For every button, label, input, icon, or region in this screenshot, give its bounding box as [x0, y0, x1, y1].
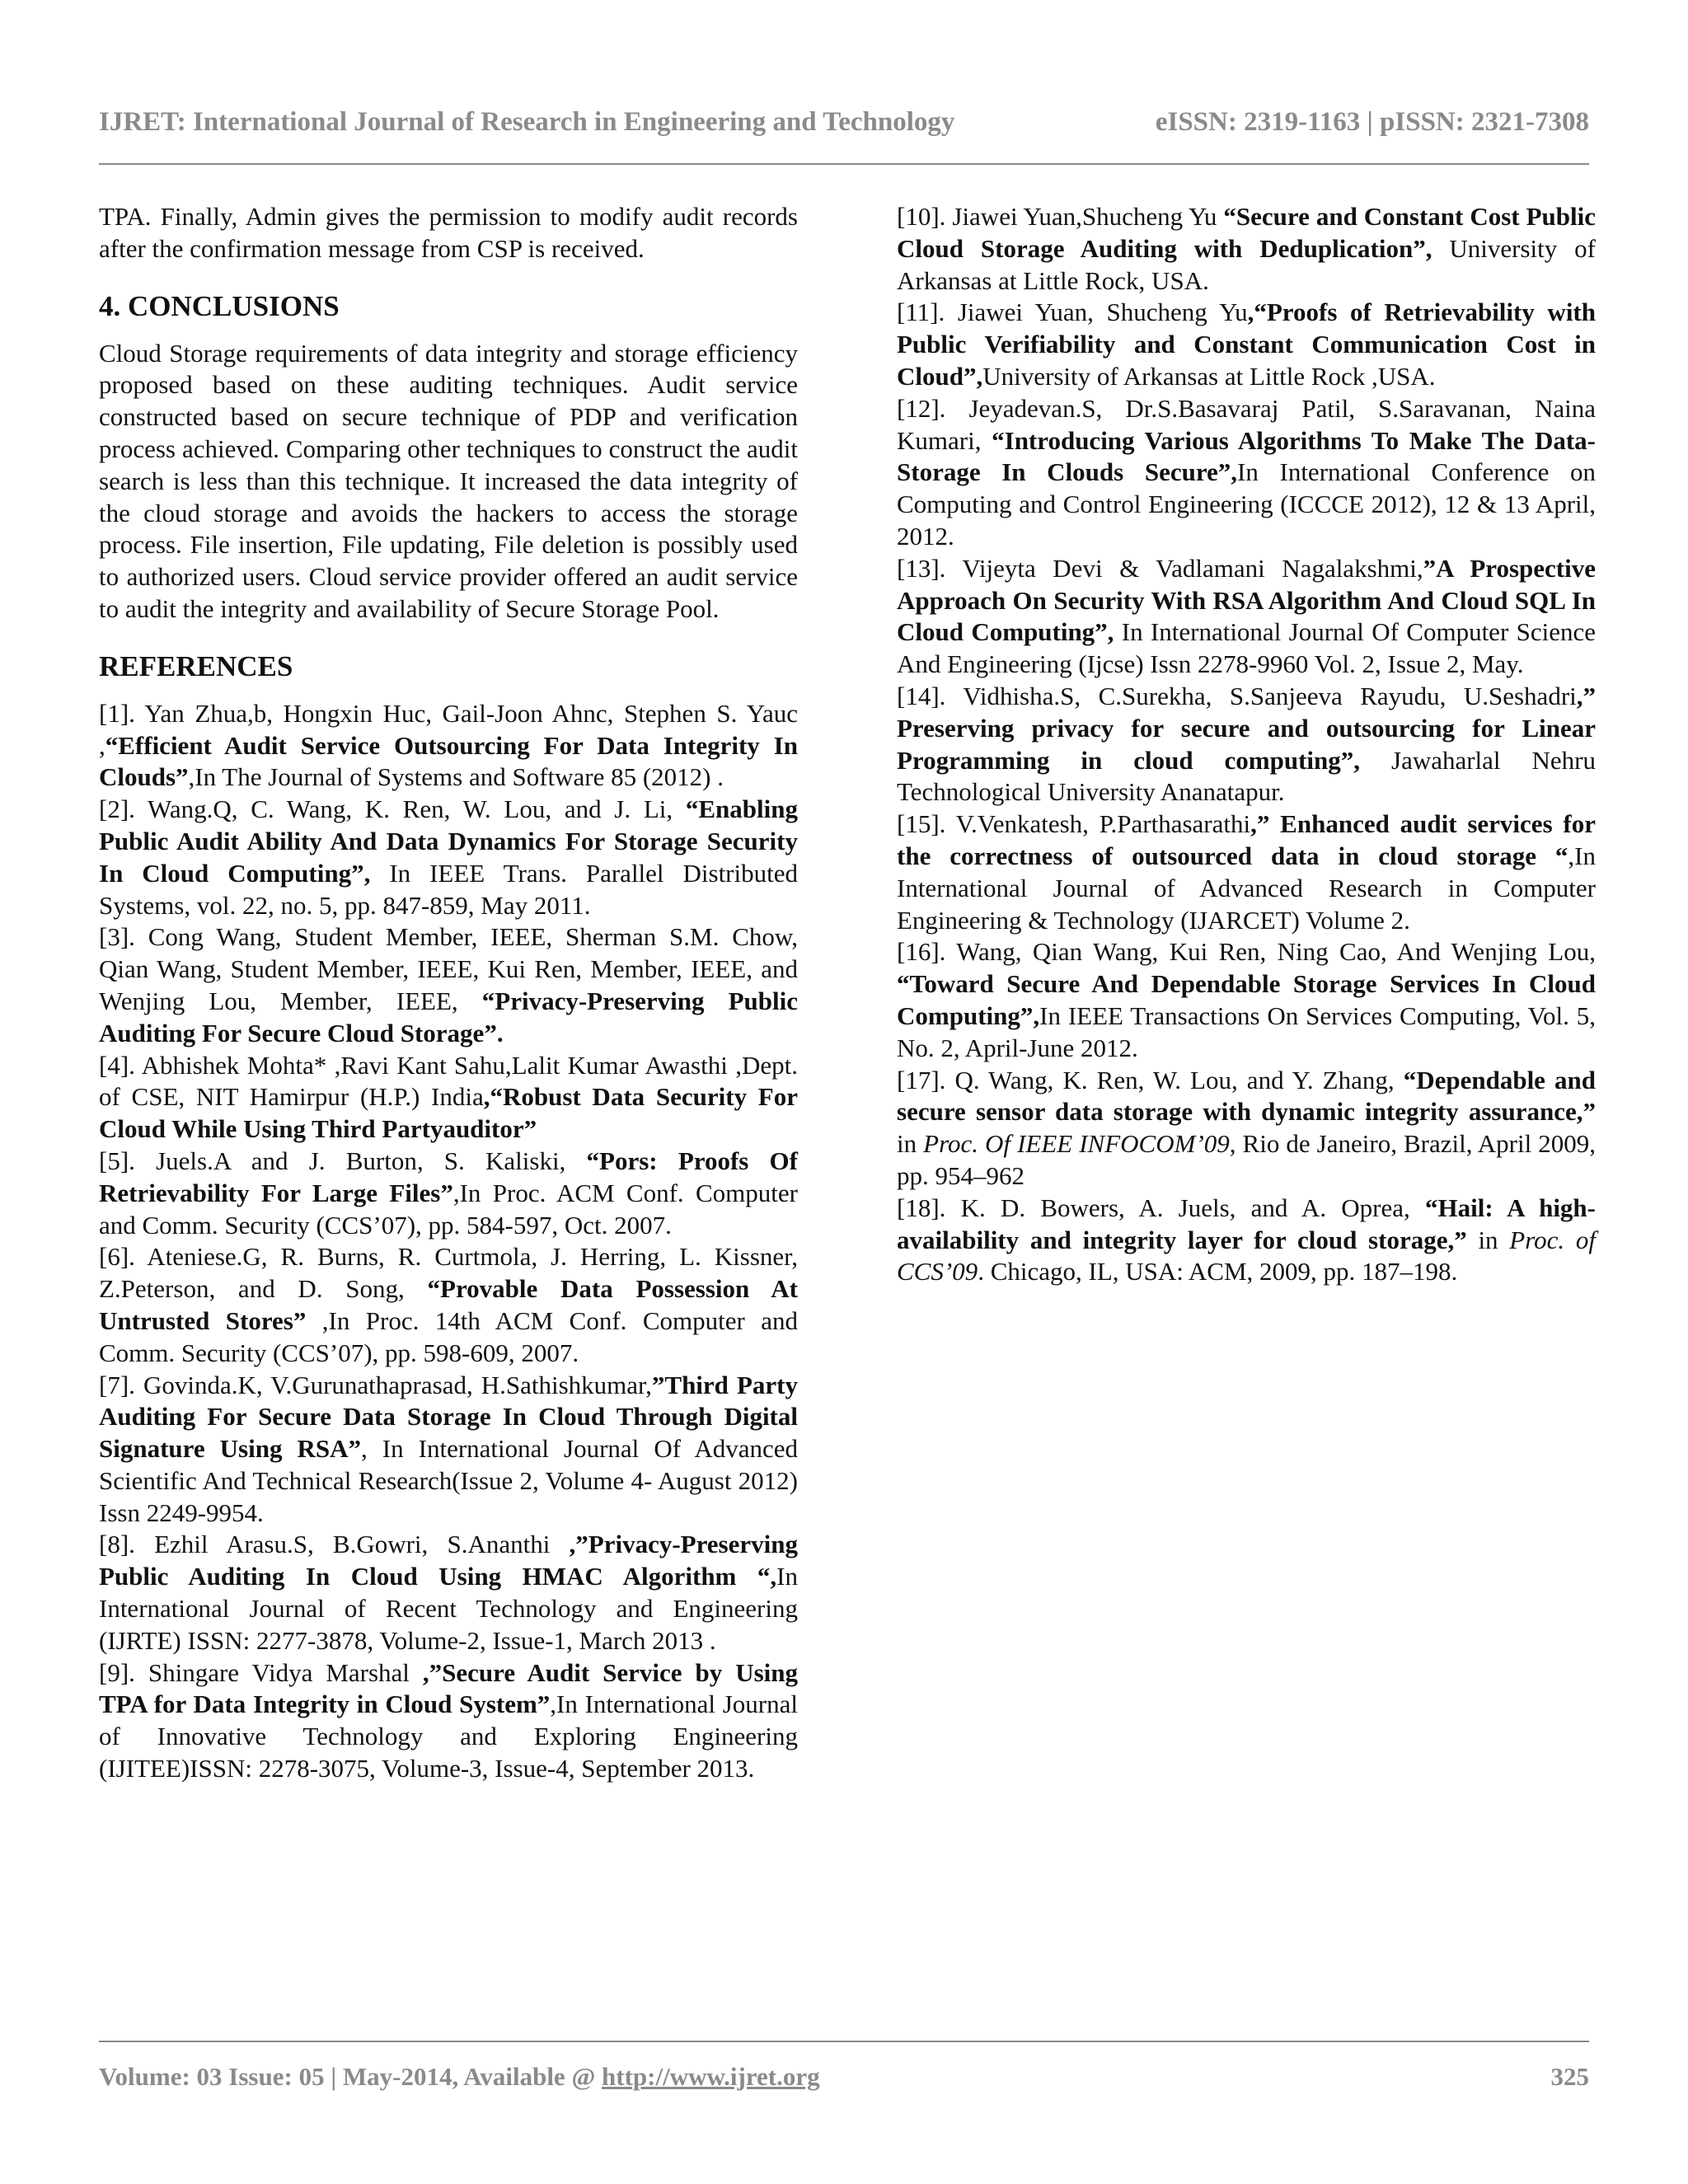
reference-item-13: [13]. Vijeyta Devi & Vadlamani Nagalakshmi,”A Prospective Approach On Security With RSA Algorithm And Cloud SQL In Cloud Computing”, In International Journal Of Computer Science And Engineering (Ijcse) Issn 2278-9960 Vol. 2, Issue 2, May.	[897, 553, 1596, 679]
page-header	[99, 97, 1589, 147]
reference-item-3: [3]. Cong Wang, Student Member, IEEE, Sherman S.M. Chow, Qian Wang, Student Member, IEEE, Kui Ren, Member, IEEE, and Wenjing Lou, Member, IEEE, “Privacy-Preserving Public Auditing For Secure Cloud Storage”.	[99, 922, 799, 1047]
reference-item-4: [4]. Abhishek Mohta* ,Ravi Kant Sahu,Lalit Kumar Awasthi ,Dept. of CSE, NIT Hamirpur (H.P.) India,“Robust Data Security For Cloud While Using Third Partyauditor”	[99, 1050, 798, 1144]
reference-item-17: [17]. Q. Wang, K. Ren, W. Lou, and Y. Zhang, “Dependable and secure sensor data storage with dynamic integrity assurance,” in Proc. Of IEEE INFOCOM’09, Rio de Janeiro, Brazil, April 2009, pp. 954–962	[897, 1065, 1596, 1190]
reference-item-15: [15]. V.Venkatesh, P.Parthasarathi,” Enhanced audit services for the correctness of outsourced data in cloud storage “,In International Journal of Advanced Research in Computer Engineering & Technology (IJARCET) Volume 2.	[897, 809, 1597, 935]
reference-item-8: [8]. Ezhil Arasu.S, B.Gowri, S.Ananthi ,”Privacy-Preserving Public Auditing In Cloud Using HMAC Algorithm “,In International Journal of Recent Technology and Engineering (IJRTE) ISSN: 2277-3878, Volume-2, Issue-1, March 2013 .	[99, 1530, 798, 1655]
journal-title: IJRET: International Journal of Research in Engineering and Technology	[99, 106, 955, 137]
references-heading: REFERENCES	[99, 649, 293, 682]
reference-item-18: [18]. K. D. Bowers, A. Juels, and A. Oprea, “Hail: A high-availability and integrity layer for cloud storage,” in Proc. of CCS’09. Chicago, IL, USA: ACM, 2009, pp. 187–198.	[897, 1193, 1596, 1286]
reference-item-2: [2]. Wang.Q, C. Wang, K. Ren, W. Lou, and J. Li, “Enabling Public Audit Ability And Data Dynamics For Storage Security In Cloud Computing”, In IEEE Trans. Parallel Distributed Systems, vol. 22, no. 5, pp. 847-859, May 2011.	[99, 794, 798, 920]
footer-volume: Volume: 03 Issue: 05 | May-2014, Available @ http://www.ijret.org	[99, 2062, 820, 2091]
intro-paragraph: TPA. Finally, Admin gives the permission to modify audit records after the confirmation message from CSP is received.	[99, 202, 798, 263]
issn-text: eISSN: 2319-1163 | pISSN: 2321-7308	[1155, 106, 1589, 137]
reference-item-9: [9]. Shingare Vidya Marshal ,”Secure Audit Service by Using TPA for Data Integrity in Cloud System”,In International Journal of Innovative Technology and Exploring Engineering (IJITEE)ISSN: 2278-3075, Volume-3, Issue-4, September 2013.	[99, 1657, 798, 1783]
footer-divider	[99, 2041, 1589, 2042]
reference-item-16: [16]. Wang, Qian Wang, Kui Ren, Ning Cao, And Wenjing Lou, “Toward Secure And Dependable Storage Services In Cloud Computing”,In IEEE Transactions On Services Computing, Vol. 5, No. 2, April-June 2012.	[897, 937, 1596, 1062]
right-column	[897, 201, 1596, 1288]
page-number: 325	[1550, 2062, 1589, 2091]
conclusions-heading: 4. CONCLUSIONS	[99, 289, 340, 322]
left-column	[99, 201, 798, 1785]
reference-item-11: [11]. Jiawei Yuan, Shucheng Yu,“Proofs of Retrievability with Public Verifiability and Constant Communication Cost in Cloud”,University of Arkansas at Little Rock ,USA.	[897, 298, 1596, 391]
reference-item-6: [6]. Ateniese.G, R. Burns, R. Curtmola, J. Herring, L. Kissner, Z.Peterson, and D. Song, “Provable Data Possession At Untrusted Stores” ,In Proc. 14th ACM Conf. Computer and Comm. Security (CCS’07), pp. 598-609, 2007.	[99, 1242, 798, 1367]
reference-item-14: [14]. Vidhisha.S, C.Surekha, S.Sanjeeva Rayudu, U.Seshadri,” Preserving privacy for secure and outsourcing for Linear Programming in cloud computing”, Jawaharlal Nehru Technological University Ananatapur.	[897, 681, 1596, 807]
reference-item-7: [7]. Govinda.K, V.Gurunathaprasad, H.Sathishkumar,”Third Party Auditing For Secure Data Storage In Cloud Through Digital Signature Using RSA”, In International Journal Of Advanced Scientific And Technical Research(Issue 2, Volume 4- August 2012) Issn 2249-9954.	[99, 1370, 799, 1527]
header-divider	[99, 163, 1589, 165]
reference-item-10: [10]. Jiawei Yuan,Shucheng Yu “Secure and Constant Cost Public Cloud Storage Auditing with Deduplication”, University of Arkansas at Little Rock, USA.	[897, 202, 1597, 295]
conclusions-paragraph: Cloud Storage requirements of data integrity and storage efficiency proposed based on these auditing techniques. Audit service constructed based on secure technique of PDP and verification process achieved. Comparing other techniques to construct the audit search is less than this technique. It increased the data integrity of the cloud storage and avoids the hackers to access the storage process. File insertion, File updating, File deletion is possibly used to authorized users. Cloud service provider offered an audit service to audit the integrity and availability of Secure Storage Pool.	[99, 338, 798, 623]
reference-item-5: [5]. Juels.A and J. Burton, S. Kaliski, “Pors: Proofs Of Retrievability For Large Files”,In Proc. ACM Conf. Computer and Comm. Security (CCS’07), pp. 584-597, Oct. 2007.	[99, 1146, 798, 1240]
journal-link[interactable]: http://www.ijret.org	[602, 2062, 820, 2091]
reference-item-12: [12]. Jeyadevan.S, Dr.S.Basavaraj Patil, S.Saravanan, Naina Kumari, “Introducing Various Algorithms To Make The Data-Storage In Clouds Secure”,In International Conference on Computing and Control Engineering (ICCCE 2012), 12 & 13 April, 2012.	[897, 393, 1597, 551]
reference-item-1: [1]. Yan Zhua,b, Hongxin Huc, Gail-Joon Ahnc, Stephen S. Yauc ,“Efficient Audit Service Outsourcing For Data Integrity In Clouds”,In The Journal of Systems and Software 85 (2012) .	[99, 698, 798, 792]
page-footer	[99, 2054, 1589, 2100]
